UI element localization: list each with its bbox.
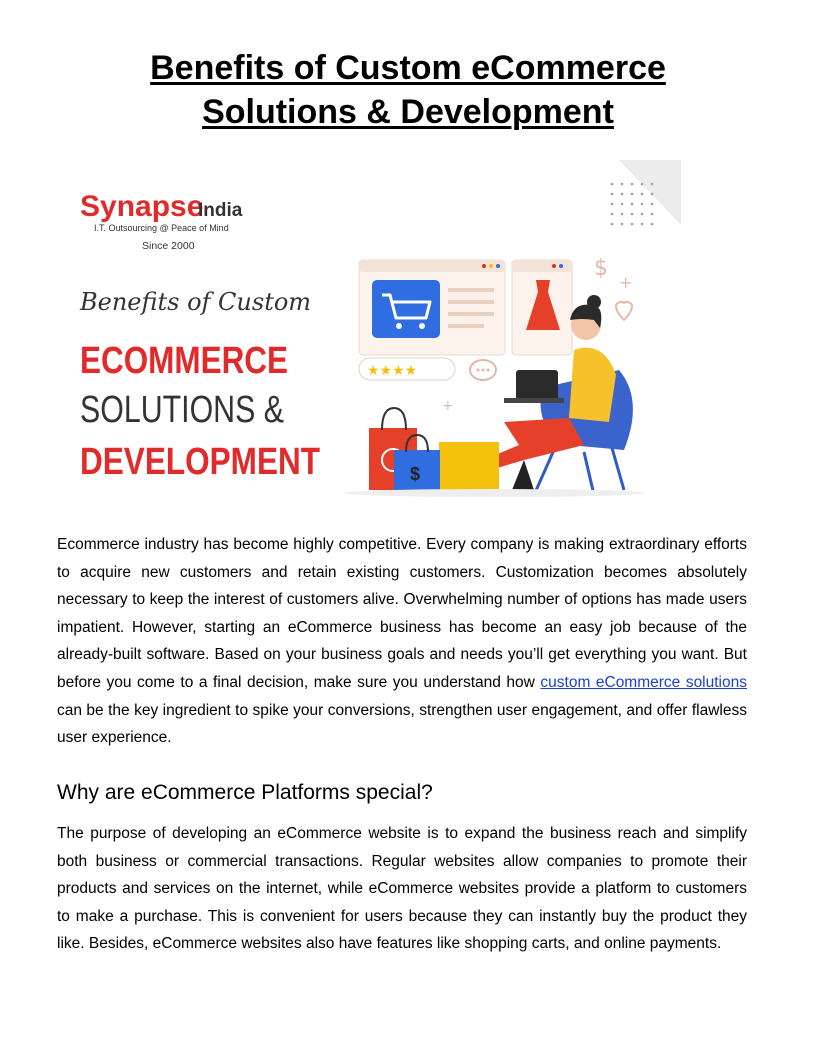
chat-bubble-icon bbox=[470, 360, 496, 380]
page-title-line-1: Benefits of Custom eCommerce bbox=[150, 49, 666, 87]
intro-text-before-link: Ecommerce industry has become highly competitive. Every company is making extraordinary efforts to acquire new customers and retain existing customers. Customization becomes absolutely necessary to keep the interest of customers alive. Overwhelming number of options has made users impatient. However, starting an eCommerce business has become an easy job because of the already-built software. Based on your business goals and needs you’ll get everything you want. But before you come to a final decision, make sure you understand how bbox=[57, 536, 747, 691]
banner-heading-script: Benefits of Custom bbox=[80, 288, 312, 316]
banner-heading-line-1: ECOMMERCE bbox=[80, 340, 288, 382]
svg-text:$: $ bbox=[410, 464, 421, 484]
section-paragraph: The purpose of developing an eCommerce website is to expand the business reach and simplify both business or commercial transactions. Regular websites allow companies to promote their products and services on the internet, while eCommerce websites provide a platform to customers to make a purchase. This is convenient for users because they can instantly buy the product they like. Besides, eCommerce websites also have features like shopping carts, and online payments. bbox=[57, 825, 747, 953]
intro-text-after-link: can be the key ingredient to spike your conversions, strengthen user engagement, and offer flawless user experience. bbox=[57, 701, 747, 747]
page-title-line-2: Solutions & Development bbox=[202, 93, 614, 131]
dollar-icon: $ bbox=[594, 256, 608, 281]
browser-window-cart-illustration bbox=[359, 260, 505, 355]
banner-heading-line-2: SOLUTIONS & bbox=[80, 389, 284, 431]
brand-logo-synapse: Synapse bbox=[80, 190, 204, 223]
svg-text:★★★★: ★★★★ bbox=[367, 363, 418, 379]
banner-image bbox=[64, 160, 684, 505]
page-title bbox=[0, 46, 816, 134]
corner-shape bbox=[619, 160, 681, 225]
brand-logo-india: India bbox=[198, 200, 243, 221]
intro-paragraph bbox=[57, 531, 747, 752]
custom-ecommerce-solutions-link[interactable]: custom eCommerce solutions bbox=[540, 673, 747, 691]
plus-icon: + bbox=[619, 273, 633, 292]
section-heading: Why are eCommerce Platforms special? bbox=[57, 781, 433, 804]
brand-since: Since 2000 bbox=[142, 240, 195, 252]
plus-icon-small: + bbox=[442, 398, 454, 414]
banner-heading-line-3: DEVELOPMENT bbox=[80, 441, 320, 483]
heart-icon bbox=[616, 302, 632, 320]
browser-window-dress-illustration bbox=[512, 260, 572, 355]
brand-tagline: I.T. Outsourcing @ Peace of Mind bbox=[94, 223, 229, 233]
rating-stars-illustration bbox=[359, 358, 455, 380]
